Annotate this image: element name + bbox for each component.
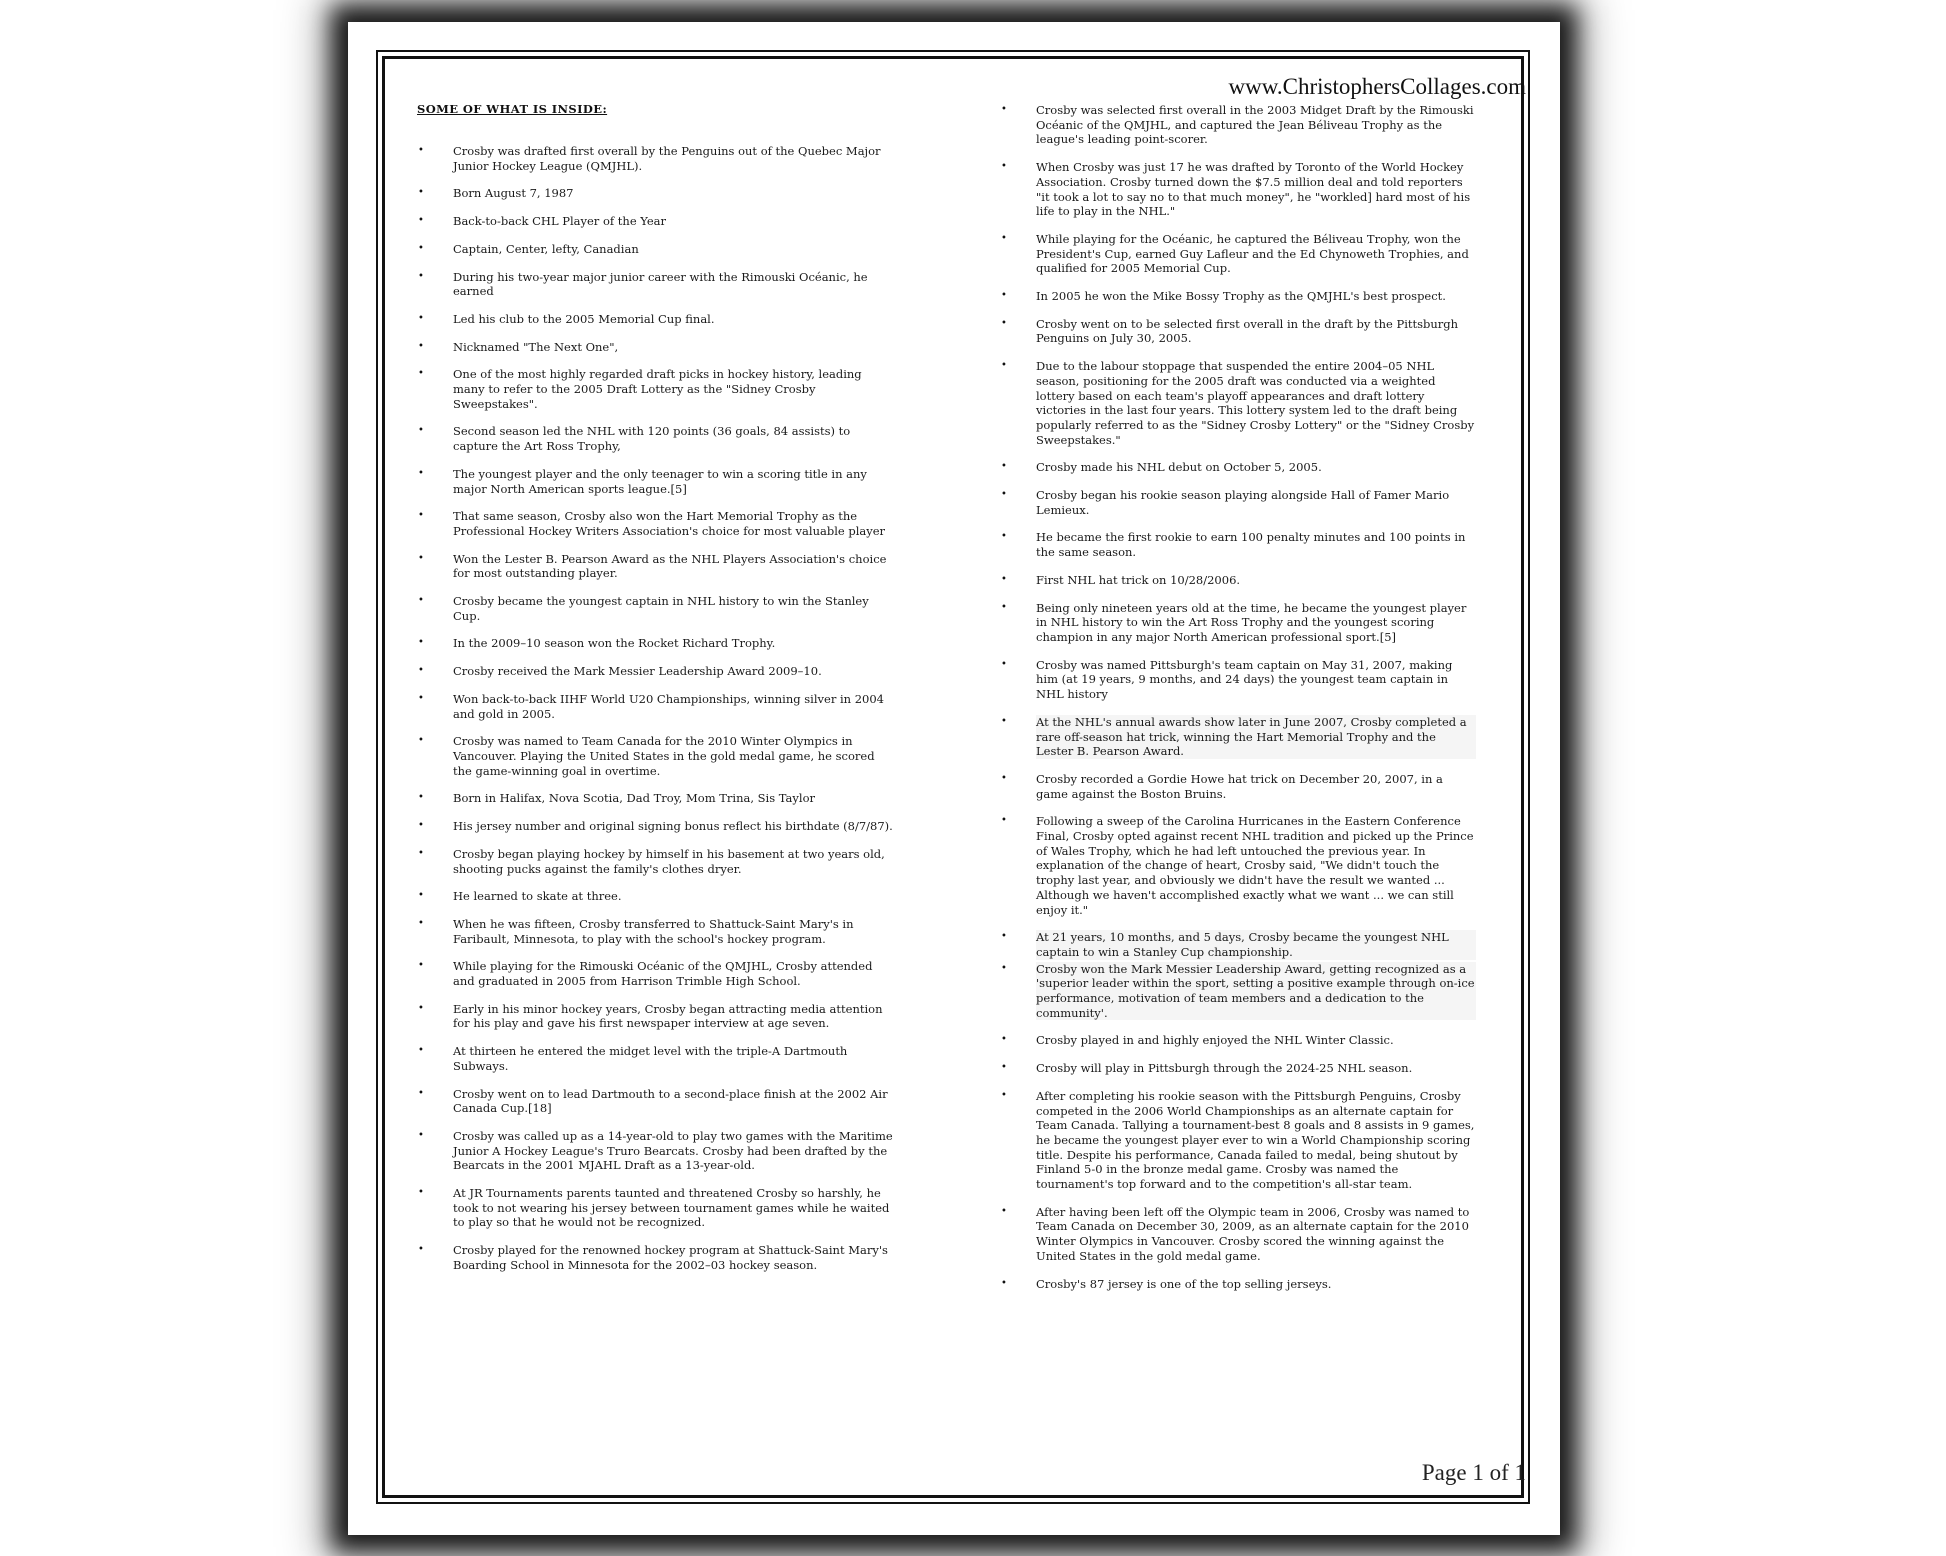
list-item: • Born August 7, 1987 (453, 186, 893, 201)
list-item: • Crosby went on to be selected first overall in the draft by the Pittsburgh Penguins on July 30, 2005. (1036, 317, 1476, 346)
list-item: • Crosby will play in Pittsburgh through the 2024-25 NHL season. (1036, 1061, 1476, 1076)
list-item: • That same season, Crosby also won the Hart Memorial Trophy as the Professional Hockey Writers Association's choice for most valuable player (453, 509, 893, 538)
list-item: • Crosby was named Pittsburgh's team captain on May 31, 2007, making him (at 19 years, 9 months, and 24 days) the youngest team captain in NHL history (1036, 658, 1476, 702)
list-item: • Won back-to-back IIHF World U20 Championships, winning silver in 2004 and gold in 2005. (453, 692, 893, 721)
list-item: • At JR Tournaments parents taunted and threatened Crosby so harshly, he took to not wearing his jersey between tournament games while he waited to play so that he would not be recognized. (453, 1186, 893, 1230)
list-item: • Crosby was named to Team Canada for the 2010 Winter Olympics in Vancouver. Playing the United States in the gold medal game, he scored the game-winning goal in overtime. (453, 734, 893, 778)
list-item: • First NHL hat trick on 10/28/2006. (1036, 573, 1476, 588)
left-bullet-list (453, 144, 893, 1286)
list-item: • When Crosby was just 17 he was drafted by Toronto of the World Hockey Association. Crosby turned down the $7.5 million deal and told reporters "it took a lot to say no to that much money", he "workled] hard most of his life to play in the NHL." (1036, 160, 1476, 219)
list-item: • Crosby recorded a Gordie Howe hat trick on December 20, 2007, in a game against the Boston Bruins. (1036, 772, 1476, 801)
list-item: • Born in Halifax, Nova Scotia, Dad Troy, Mom Trina, Sis Taylor (453, 791, 893, 806)
list-item: • Crosby won the Mark Messier Leadership Award, getting recognized as a 'superior leader within the sport, setting a positive example through on-ice performance, motivation of team members and a dedication to the community'. (1036, 962, 1476, 1021)
list-item: • Back-to-back CHL Player of the Year (453, 214, 893, 229)
list-item: • Crosby was drafted first overall by the Penguins out of the Quebec Major Junior Hockey League (QMJHL). (453, 144, 893, 173)
list-item: • After completing his rookie season with the Pittsburgh Penguins, Crosby competed in the 2006 World Championships as an alternate captain for Team Canada. Tallying a tournament-best 8 goals and 8 assists in 9 games, he became the youngest player ever to win a World Championship scoring title. Despite his performance, Canada failed to medal, being shutout by Finland 5-0 in the bronze medal game. Crosby was named the tournament's top forward and to the competition's all-star team. (1036, 1089, 1476, 1192)
page-number: Page 1 of 1 (1421, 1460, 1526, 1485)
list-item: • Crosby became the youngest captain in NHL history to win the Stanley Cup. (453, 594, 893, 623)
list-item: • His jersey number and original signing bonus reflect his birthdate (8/7/87). (453, 819, 893, 834)
list-item: • In the 2009–10 season won the Rocket Richard Trophy. (453, 636, 893, 651)
list-item: • Early in his minor hockey years, Crosby began attracting media attention for his play and gave his first newspaper interview at age seven. (453, 1002, 893, 1031)
website-header: www.ChristophersCollages.com (1228, 74, 1526, 99)
list-item: • During his two-year major junior career with the Rimouski Océanic, he earned (453, 270, 893, 299)
list-item: • At 21 years, 10 months, and 5 days, Crosby became the youngest NHL captain to win a Stanley Cup championship. (1036, 930, 1476, 959)
list-item: • Crosby played in and highly enjoyed the NHL Winter Classic. (1036, 1033, 1476, 1048)
list-item: • Crosby was called up as a 14-year-old to play two games with the Maritime Junior A Hockey League's Truro Bearcats. Crosby had been drafted by the Bearcats in the 2001 MJAHL Draft as a 13-year-old. (453, 1129, 893, 1173)
list-item: • Crosby was selected first overall in the 2003 Midget Draft by the Rimouski Océanic of the QMJHL, and captured the Jean Béliveau Trophy as the league's leading point-scorer. (1036, 103, 1476, 147)
list-item: • Crosby received the Mark Messier Leadership Award 2009–10. (453, 664, 893, 679)
list-item: • He became the first rookie to earn 100 penalty minutes and 100 points in the same season. (1036, 530, 1476, 559)
list-item: • While playing for the Rimouski Océanic of the QMJHL, Crosby attended and graduated in 2005 from Harrison Trimble High School. (453, 959, 893, 988)
list-item: • Crosby made his NHL debut on October 5, 2005. (1036, 460, 1476, 475)
list-item: • When he was fifteen, Crosby transferred to Shattuck-Saint Mary's in Faribault, Minnesota, to play with the school's hockey program. (453, 917, 893, 946)
list-item: • Crosby began playing hockey by himself in his basement at two years old, shooting pucks against the family's clothes dryer. (453, 847, 893, 876)
list-item: • After having been left off the Olympic team in 2006, Crosby was named to Team Canada on December 30, 2009, as an alternate captain for the 2010 Winter Olympics in Vancouver. Crosby scored the winning against the United States in the gold medal game. (1036, 1205, 1476, 1264)
list-item: • Crosby began his rookie season playing alongside Hall of Famer Mario Lemieux. (1036, 488, 1476, 517)
list-item: • At the NHL's annual awards show later in June 2007, Crosby completed a rare off-season hat trick, winning the Hart Memorial Trophy and the Lester B. Pearson Award. (1036, 715, 1476, 759)
list-item: • Due to the labour stoppage that suspended the entire 2004–05 NHL season, positioning for the 2005 draft was conducted via a weighted lottery based on each team's playoff appearances and draft lottery victories in the last four years. This lottery system led to the draft being popularly referred to as the "Sidney Crosby Lottery" or the "Sidney Crosby Sweepstakes." (1036, 359, 1476, 447)
list-item: • Crosby played for the renowned hockey program at Shattuck-Saint Mary's Boarding School in Minnesota for the 2002–03 hockey season. (453, 1243, 893, 1272)
list-item: • Captain, Center, lefty, Canadian (453, 242, 893, 257)
list-item: • Crosby went on to lead Dartmouth to a second-place finish at the 2002 Air Canada Cup.[18] (453, 1087, 893, 1116)
list-item: • Crosby's 87 jersey is one of the top selling jerseys. (1036, 1277, 1476, 1292)
list-item: • One of the most highly regarded draft picks in hockey history, leading many to refer to the 2005 Draft Lottery as the "Sidney Crosby Sweepstakes". (453, 367, 893, 411)
list-item: • Being only nineteen years old at the time, he became the youngest player in NHL history to win the Art Ross Trophy and the youngest scoring champion in any major North American professional sport.[5] (1036, 601, 1476, 645)
list-item: • At thirteen he entered the midget level with the triple-A Dartmouth Subways. (453, 1044, 893, 1073)
right-bullet-list (1036, 103, 1476, 1304)
section-heading: SOME OF WHAT IS INSIDE: (417, 102, 608, 116)
list-item: • Led his club to the 2005 Memorial Cup final. (453, 312, 893, 327)
list-item: • Nicknamed "The Next One", (453, 340, 893, 355)
list-item: • Second season led the NHL with 120 points (36 goals, 84 assists) to capture the Art Ross Trophy, (453, 424, 893, 453)
list-item: • Following a sweep of the Carolina Hurricanes in the Eastern Conference Final, Crosby opted against recent NHL tradition and picked up the Prince of Wales Trophy, which he had left untouched the previous year. In explanation of the change of heart, Crosby said, "We didn't touch the trophy last year, and obviously we didn't have the result we wanted ... Although we haven't accomplished exactly what we want ... we can still enjoy it." (1036, 814, 1476, 917)
list-item: • Won the Lester B. Pearson Award as the NHL Players Association's choice for most outstanding player. (453, 552, 893, 581)
list-item: • In 2005 he won the Mike Bossy Trophy as the QMJHL's best prospect. (1036, 289, 1476, 304)
list-item: • The youngest player and the only teenager to win a scoring title in any major North American sports league.[5] (453, 467, 893, 496)
list-item: • He learned to skate at three. (453, 889, 893, 904)
list-item: • While playing for the Océanic, he captured the Béliveau Trophy, won the President's Cup, earned Guy Lafleur and the Ed Chynoweth Trophies, and qualified for 2005 Memorial Cup. (1036, 232, 1476, 276)
